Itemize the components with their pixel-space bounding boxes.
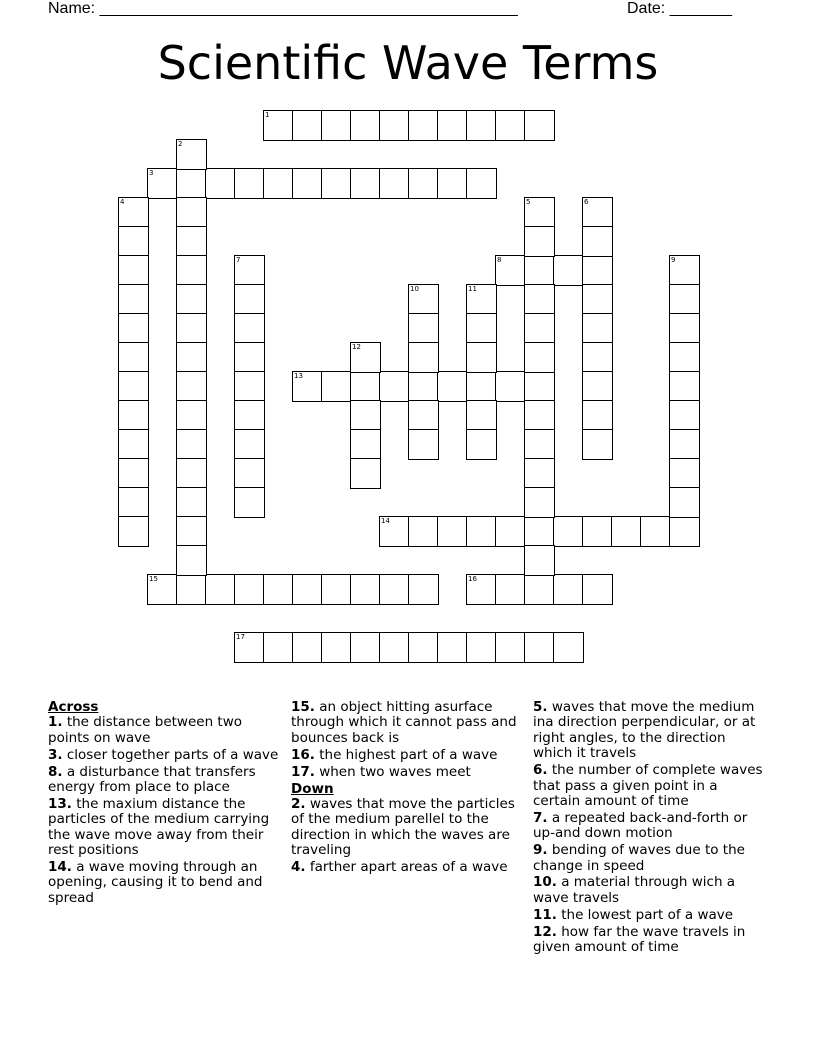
grid-cell[interactable] [234,255,265,286]
across-clue [48,860,283,906]
grid-cell[interactable] [524,429,555,460]
grid-cell[interactable] [437,371,468,402]
grid-cell[interactable] [524,632,555,663]
down-clue [291,797,526,859]
clue-text: farther apart areas of a wave [305,859,508,876]
grid-cell[interactable] [582,516,613,547]
grid-cell[interactable] [524,110,555,141]
grid-cell[interactable] [582,313,613,344]
grid-cell[interactable] [582,400,613,431]
grid-cell[interactable] [408,110,439,141]
grid-cell[interactable] [263,168,294,199]
clue-text: closer together parts of a wave [62,746,279,763]
grid-cell[interactable] [524,487,555,518]
grid-cell[interactable] [176,545,207,576]
grid-cell[interactable] [466,168,497,199]
across-clue [291,748,526,763]
grid-cell[interactable] [118,284,149,315]
grid-cell[interactable] [292,371,323,402]
clue-number-label: 1. [48,714,63,731]
clue-number: 1 [265,111,270,119]
grid-cell[interactable] [147,168,178,199]
grid-cell[interactable] [582,574,613,605]
grid-cell[interactable] [234,342,265,373]
clue-number-label: 13. [48,795,72,812]
grid-cell[interactable] [176,487,207,518]
clue-number-label: 12. [533,923,557,940]
grid-cell[interactable] [205,168,236,199]
grid-cell[interactable] [350,429,381,460]
grid-cell[interactable] [495,110,526,141]
clue-text: bending of waves due to the change in speed [533,842,745,874]
grid-cell[interactable] [466,313,497,344]
grid-cell[interactable] [669,400,700,431]
down-clue [533,763,768,809]
down-clue-list-part-1 [291,797,526,876]
clue-number-label: 2. [291,795,306,812]
clue-column-3 [533,700,768,957]
grid-cell[interactable] [176,429,207,460]
across-clue-list-part-1 [48,715,283,906]
clue-number: 2 [178,140,183,148]
down-clue-list-part-2 [533,700,768,956]
grid-cell[interactable] [437,168,468,199]
clue-text: the number of complete waves that pass a given point in a certain amount of time [533,762,763,809]
grid-cell[interactable] [408,313,439,344]
grid-cell[interactable] [234,458,265,489]
grid-cell[interactable] [321,574,352,605]
grid-cell[interactable] [234,429,265,460]
grid-cell[interactable] [524,226,555,257]
grid-cell[interactable] [466,342,497,373]
grid-cell[interactable] [118,400,149,431]
clue-text: a disturbance that transfers energy from place to place [48,763,256,796]
grid-cell[interactable] [379,574,410,605]
grid-cell[interactable] [234,632,265,663]
grid-cell[interactable] [234,574,265,605]
clue-number-label: 3. [48,746,63,763]
clue-text: a wave moving through an opening, causing it to bend and spread [48,859,263,906]
grid-cell[interactable] [437,110,468,141]
grid-cell[interactable] [234,284,265,315]
grid-cell[interactable] [466,516,497,547]
grid-cell[interactable] [176,255,207,286]
clue-number-label: 16. [291,746,315,763]
grid-cell[interactable] [118,255,149,286]
grid-cell[interactable] [582,284,613,315]
grid-cell[interactable] [176,139,207,170]
grid-cell[interactable] [553,632,584,663]
date-field-label: Date: _______ [627,0,732,17]
clue-text: waves that move the particles of the medium parellel to the direction in which the waves are traveling [291,795,515,859]
grid-cell[interactable] [524,284,555,315]
grid-cell[interactable] [176,371,207,402]
grid-cell[interactable] [408,400,439,431]
clue-text: the highest part of a wave [314,746,498,763]
clue-number: 14 [381,517,390,525]
grid-cell[interactable] [524,400,555,431]
grid-cell[interactable] [321,168,352,199]
grid-cell[interactable] [640,516,671,547]
grid-cell[interactable] [118,342,149,373]
grid-cell[interactable] [176,516,207,547]
clue-number: 6 [584,198,589,206]
name-field-label: Name: _______________________________________________ [48,0,518,17]
grid-cell[interactable] [263,110,294,141]
clue-number: 7 [236,256,241,264]
clue-text: an object hitting asurface through which it cannot pass and bounces back is [291,699,517,746]
clue-number-label: 7. [533,809,548,826]
across-clue [291,700,526,746]
grid-cell[interactable] [234,168,265,199]
down-clue [533,843,768,874]
down-clue [533,925,768,956]
grid-cell[interactable] [524,574,555,605]
grid-cell[interactable] [118,429,149,460]
grid-cell[interactable] [466,284,497,315]
grid-cell[interactable] [176,226,207,257]
grid-cell[interactable] [379,371,410,402]
across-clue [48,715,283,746]
clue-number: 15 [149,575,158,583]
down-clue [533,811,768,842]
grid-cell[interactable] [350,110,381,141]
grid-cell[interactable] [234,371,265,402]
grid-cell[interactable] [669,284,700,315]
clue-text: a repeated back-and-forth or up-and down motion [533,809,748,842]
grid-cell[interactable] [524,371,555,402]
grid-cell[interactable] [582,371,613,402]
grid-cell[interactable] [234,400,265,431]
across-clue [48,748,283,763]
grid-cell[interactable] [437,516,468,547]
grid-cell[interactable] [118,197,149,228]
grid-cell[interactable] [350,168,381,199]
clue-text: when two waves meet [314,763,471,780]
across-clue [48,797,283,859]
grid-cell[interactable] [669,487,700,518]
grid-cell[interactable] [466,632,497,663]
grid-cell[interactable] [408,574,439,605]
grid-cell[interactable] [321,371,352,402]
grid-cell[interactable] [292,110,323,141]
clue-text: the distance between two points on wave [48,714,243,746]
grid-cell[interactable] [524,313,555,344]
grid-cell[interactable] [176,400,207,431]
grid-cell[interactable] [408,342,439,373]
grid-cell[interactable] [321,632,352,663]
grid-cell[interactable] [524,197,555,228]
grid-cell[interactable] [176,342,207,373]
grid-cell[interactable] [582,429,613,460]
clue-number: 17 [236,633,245,641]
clue-number-label: 10. [533,874,557,891]
grid-cell[interactable] [495,516,526,547]
down-clue [291,860,526,875]
across-clue [291,765,526,780]
grid-cell[interactable] [466,110,497,141]
clue-text: waves that move the medium ina direction perpendicular, or at right angles, to the direction which it travels [533,699,756,762]
grid-cell[interactable] [669,371,700,402]
grid-cell[interactable] [176,458,207,489]
grid-cell[interactable] [408,371,439,402]
grid-cell[interactable] [292,574,323,605]
grid-cell[interactable] [669,516,700,547]
clue-number-label: 17. [291,763,315,780]
clue-number-label: 4. [291,859,306,876]
grid-cell[interactable] [321,110,352,141]
grid-cell[interactable] [524,545,555,576]
grid-cell[interactable] [118,516,149,547]
clue-number: 12 [352,343,361,351]
grid-cell[interactable] [379,168,410,199]
clue-number: 3 [149,169,154,177]
grid-cell[interactable] [379,516,410,547]
grid-cell[interactable] [553,516,584,547]
grid-cell[interactable] [147,574,178,605]
clue-number: 9 [671,256,676,264]
clue-column-2 [291,700,526,877]
grid-cell[interactable] [350,371,381,402]
grid-cell[interactable] [466,429,497,460]
grid-cell[interactable] [118,371,149,402]
grid-cell[interactable] [379,632,410,663]
clue-number-label: 15. [291,699,315,715]
clue-column-1 [48,700,283,908]
grid-cell[interactable] [350,400,381,431]
grid-cell[interactable] [292,632,323,663]
grid-cell[interactable] [350,458,381,489]
grid-cell[interactable] [350,632,381,663]
clue-text: the lowest part of a wave [556,906,734,923]
grid-cell[interactable] [437,632,468,663]
grid-cell[interactable] [669,342,700,373]
grid-cell[interactable] [466,574,497,605]
across-heading: Across [48,699,99,715]
grid-cell[interactable] [176,313,207,344]
grid-cell[interactable] [495,255,526,286]
grid-cell[interactable] [234,313,265,344]
grid-cell[interactable] [669,255,700,286]
grid-cell[interactable] [495,371,526,402]
grid-cell[interactable] [263,632,294,663]
grid-cell[interactable] [611,516,642,547]
grid-cell[interactable] [582,342,613,373]
down-clue [533,875,768,906]
page-title: Scientific Wave Terms [157,36,659,90]
grid-cell[interactable] [495,574,526,605]
grid-cell[interactable] [350,342,381,373]
clue-number-label: 11. [533,906,557,923]
grid-cell[interactable] [466,371,497,402]
grid-cell[interactable] [553,255,584,286]
clue-number: 8 [497,256,502,264]
across-clue [48,765,283,796]
clue-text: the maxium distance the particles of the medium carrying the wave move away from their rest positions [48,795,270,859]
down-clue [533,908,768,923]
clue-number: 10 [410,285,419,293]
grid-cell[interactable] [408,168,439,199]
clue-number-label: 8. [48,763,63,780]
clue-number-label: 6. [533,762,548,779]
grid-cell[interactable] [118,487,149,518]
clue-number: 11 [468,285,477,293]
grid-cell[interactable] [118,458,149,489]
grid-cell[interactable] [176,197,207,228]
grid-cell[interactable] [582,197,613,228]
down-clue [533,700,768,762]
grid-cell[interactable] [524,255,555,286]
grid-cell[interactable] [205,574,236,605]
grid-cell[interactable] [379,110,410,141]
grid-cell[interactable] [495,632,526,663]
grid-cell[interactable] [553,574,584,605]
grid-cell[interactable] [176,574,207,605]
clue-number-label: 9. [533,842,548,859]
grid-cell[interactable] [669,429,700,460]
grid-cell[interactable] [669,313,700,344]
down-heading: Down [291,780,334,797]
grid-cell[interactable] [408,284,439,315]
clue-text: how far the wave travels in given amount of time [533,923,746,956]
clue-number-label: 5. [533,699,548,715]
clue-number: 5 [526,198,531,206]
grid-cell[interactable] [524,516,555,547]
grid-cell[interactable] [176,284,207,315]
grid-cell[interactable] [408,429,439,460]
grid-cell[interactable] [118,226,149,257]
grid-cell[interactable] [669,458,700,489]
clue-number: 16 [468,575,477,583]
grid-cell[interactable] [524,458,555,489]
grid-cell[interactable] [466,400,497,431]
grid-cell[interactable] [234,487,265,518]
grid-cell[interactable] [292,168,323,199]
clue-number: 4 [120,198,125,206]
across-clue-list-part-2 [291,700,526,780]
clue-number: 13 [294,372,303,380]
clue-number-label: 14. [48,859,72,876]
grid-cell[interactable] [408,632,439,663]
clue-text: a material through wich a wave travels [533,874,736,906]
grid-cell[interactable] [118,313,149,344]
grid-cell[interactable] [524,342,555,373]
grid-cell[interactable] [582,255,613,286]
grid-cell[interactable] [408,516,439,547]
grid-cell[interactable] [350,574,381,605]
grid-cell[interactable] [176,168,207,199]
grid-cell[interactable] [263,574,294,605]
grid-cell[interactable] [582,226,613,257]
